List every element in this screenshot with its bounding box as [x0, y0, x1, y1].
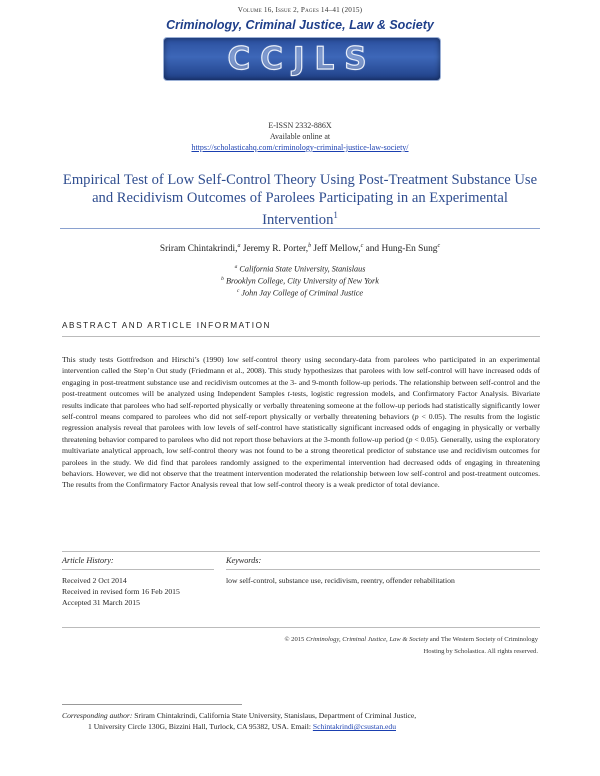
title-divider [60, 228, 540, 229]
history-received: Received 2 Oct 2014 [62, 576, 127, 585]
email-link[interactable]: Schintakrindi@csustan.edu [312, 722, 396, 731]
copyright-prefix: © 2015 [284, 636, 306, 643]
copyright-journal: Criminology, Criminal Justice, Law & Society [305, 636, 429, 643]
footnote-divider [62, 704, 242, 705]
affiliation [0, 264, 600, 274]
keywords-heading: Keywords: [226, 556, 262, 565]
abstract-heading: ABSTRACT AND ARTICLE INFORMATION [62, 321, 272, 330]
history-divider [62, 569, 214, 570]
affiliation-marker: c [236, 288, 240, 294]
hosting-line: Hosting by Scholastica. All rights reserved. [423, 648, 538, 655]
abstract-italic: p [408, 434, 413, 444]
keywords-list: low self-control, substance use, recidivism, reentry, offender rehabilitation [226, 576, 455, 585]
abstract-segment: This study tests Gottfredson and Hirschi’s (1990) low self-control theory using secondary-data from parolees who participated in an experimental intervention called the Step’n Out study (Friedmann et al., 2008). This study hypothesizes that parolees with low self-control will have increased odds of engaging in post-treatment substance use and recidivism outcomes at the 3- and 9-month follow-up periods. The relationship between self-control and the post-treatment outcomes will be analyzed using Independent Samples [62, 355, 540, 399]
metadata-divider [62, 551, 540, 552]
journal-logo-text: CCJLS [227, 41, 377, 77]
author-affil-marker: c [360, 243, 364, 249]
affiliation [0, 288, 600, 298]
history-accepted: Accepted 31 March 2015 [62, 598, 140, 607]
affiliation-name: John Jay College of Criminal Justice [241, 288, 364, 298]
article-title-text: Empirical Test of Low Self-Control Theory Using Post-Treatment Substance Use and Recidivism Outcomes of Parolees Participating in an Experimental Intervention [62, 172, 538, 228]
affiliation [0, 276, 600, 286]
corresponding-line: 1 University Circle 130G, Bizzini Hall, Turlock, CA 95382, USA. Email: [88, 722, 313, 731]
available-online: Available online at [269, 132, 331, 141]
abstract-divider [62, 336, 540, 337]
copyright-line [284, 636, 538, 643]
affiliation-marker: a [234, 264, 238, 270]
author-name: and Hung-En Sung [363, 244, 438, 255]
abstract-segment: < 0.05). Generally, using the exploratory multivariate analytical approach, low self-control theory was not found to be a strong theoretical predictor of substance use and recidivism outcomes for parolees in the study. We did find that parolees randomly assigned to the experimental intervention had decreased odds of engaging in threatening behaviors. However, we did not observe that the treatment intervention moderated the relationship between low self-control and post-treatment outcomes. The results from the Confirmatory Factor Analysis reveal that low self-control theory is a weak predictor of total deviance. [62, 434, 541, 490]
abstract-segment: -tests, logistic regression models, and Confirmatory Factor Analysis. Bivariate results indicate that parolees who had self-reported physically or verbally threatening someone at the follow-up periods had statistically significantly lower self-control means compared to parolees who did not self-report physically or verbally threatening behaviors ( [62, 389, 540, 422]
abstract-segment: < 0.05). The results from the logistic regression analysis reveal that parolees with low levels of self-control have statistically significant increased odds of engaging in physically or verbally threatening behavior compared to parolees who did not report those behaviors at the 3-month follow-up period ( [62, 412, 540, 444]
author-affil-marker: b [308, 243, 312, 249]
abstract-text [62, 354, 540, 491]
author-name: Sriram Chintakrindi, [159, 244, 238, 255]
journal-name: Criminology, Criminal Justice, Law & Society [166, 18, 434, 32]
affiliation-marker: b [221, 276, 224, 282]
author-affil-marker: a [237, 243, 241, 249]
corresponding-author [62, 711, 416, 720]
keywords-divider [226, 569, 540, 570]
title-footnote-marker: 1 [333, 210, 338, 220]
article-title [60, 172, 540, 229]
author-name: Jeremy R. Porter, [240, 244, 309, 255]
author-name: Jeff Mellow, [311, 244, 361, 255]
journal-logo [163, 37, 441, 81]
affiliation-name: California State University, Stanislaus [239, 264, 366, 274]
corresponding-line: Sriram Chintakrindi, California State University, Stanislaus, Department of Criminal Justice, [132, 711, 417, 720]
abstract-italic: p [414, 412, 419, 422]
affiliation-name: Brooklyn College, City University of New York [225, 276, 379, 286]
issn: E-ISSN 2332-886X [268, 121, 332, 130]
abstract-italic: t [287, 389, 290, 399]
journal-url-link[interactable]: https://scholasticahq.com/criminology-criminal-justice-law-society/ [191, 143, 409, 152]
corresponding-label: Corresponding author: [62, 711, 133, 720]
copyright-suffix: and The Western Society of Criminology [428, 636, 538, 643]
volume-info: Volume 16, Issue 2, Pages 14–41 (2015) [237, 6, 363, 14]
author-affil-marker: c [437, 243, 441, 249]
article-history-heading: Article History: [62, 556, 114, 565]
author-list [0, 243, 600, 254]
history-revised: Received in revised form 16 Feb 2015 [62, 587, 180, 596]
metadata-end-divider [62, 627, 540, 628]
corresponding-address [88, 722, 396, 731]
